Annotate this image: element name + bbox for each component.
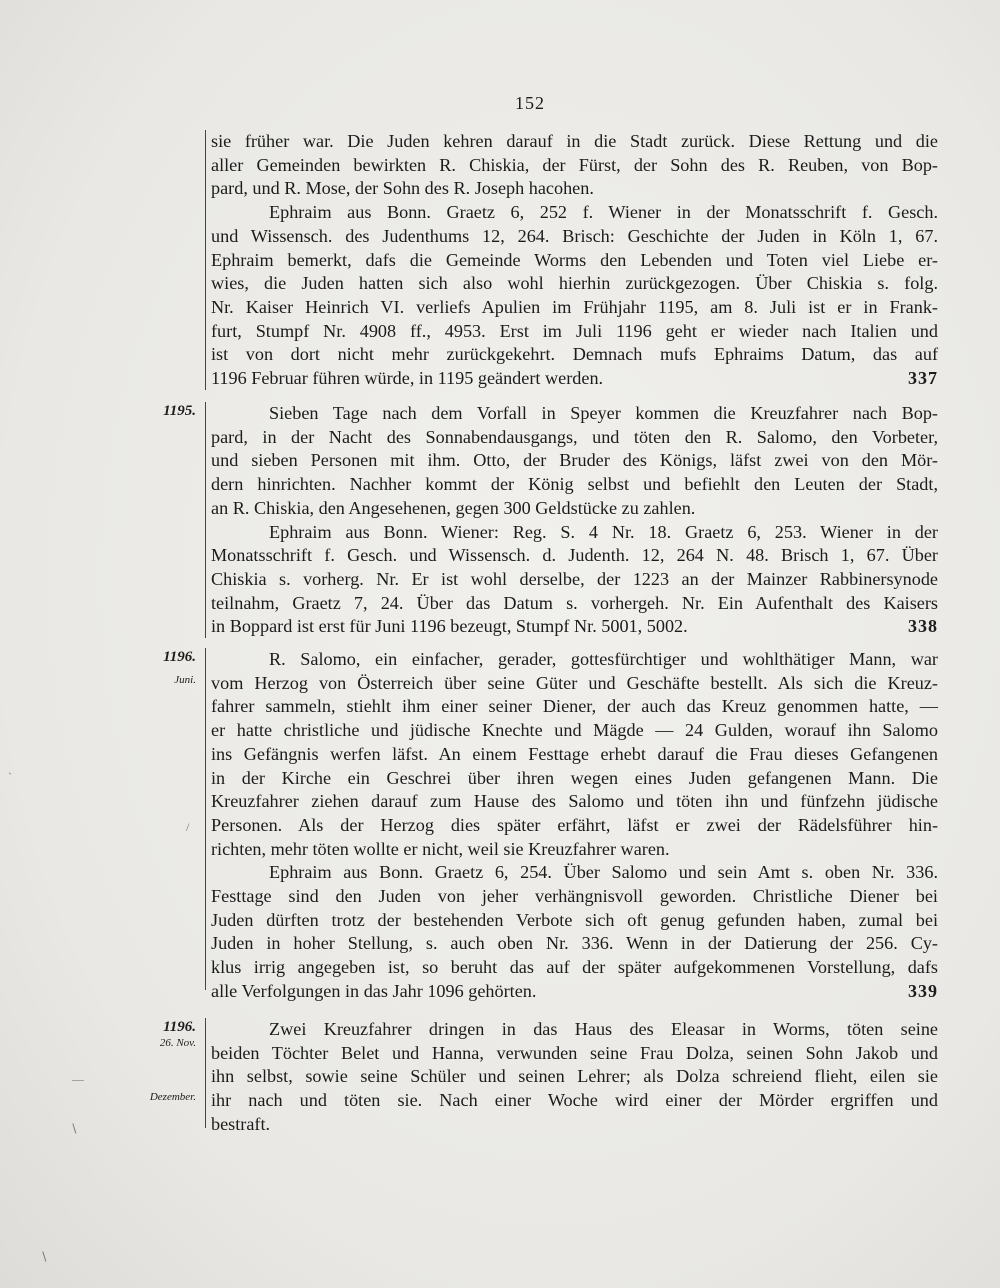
line: Festtage sind den Juden von jeher verhängnisvoll geworden. Christliche Diener bei [211, 886, 938, 907]
entry-number: 338 [908, 616, 938, 637]
line: ihn selbst, sowie seine Schüler und seinen Lehrer; als Dolza schreiend flieht, eilen sie [211, 1066, 938, 1087]
line: ihr nach und töten sie. Nach einer Woche wird einer der Mörder ergriffen und [211, 1090, 938, 1111]
line: pard, in der Nacht des Sonnabendausgangs, und töten den R. Salomo, den Vorbeter, [211, 426, 938, 447]
margin-date: 1196. [163, 649, 196, 665]
line [211, 367, 938, 391]
line [211, 980, 938, 1004]
line: Chiskia s. vorherg. Nr. Er ist wohl derselbe, der 1223 an der Mainzer Rabbinersynode [211, 568, 938, 589]
line: beiden Töchter Belet und Hanna, verwunden seine Frau Dolza, seinen Sohn Jakob und [211, 1042, 938, 1063]
line: vom Herzog von Österreich über seine Güter und Geschäfte bestellt. Als sich die Kreuz- [211, 672, 938, 693]
margin-month: Juni. [174, 674, 196, 686]
line: an R. Chiskia, den Angesehenen, gegen 300 Geldstücke zu zahlen. [211, 497, 696, 518]
line: ins Gefängnis werfen läfst. An einem Festtage erhebt darauf die Frau dieses Gefangenen [211, 743, 938, 764]
line: Zwei Kreuzfahrer dringen in das Haus des Eleasar in Worms, töten seine [269, 1019, 938, 1039]
entry-number: 339 [908, 980, 938, 1001]
margin-rule [205, 130, 206, 390]
line: Sieben Tage nach dem Vorfall in Speyer kommen die Kreuzfahrer nach Bop- [269, 403, 938, 423]
line: Ephraim aus Bonn. Graetz 6, 252 f. Wiener in der Monatsschrift f. Gesch. [269, 202, 938, 223]
margin-date: 1196. [163, 1019, 196, 1035]
line: Monatsschrift f. Gesch. und Wissensch. d. Judenth. 12, 264 N. 48. Brisch 1, 67. Über [211, 545, 938, 566]
line: fahrer sammeln, stiehlt ihm einer seiner Diener, der auch das Kreuz genommen hatte, — [211, 696, 938, 717]
entry-next [211, 1018, 938, 1137]
line: Nr. Kaiser Heinrich VI. verliefs Apulien im Frühjahr 1195, am 8. Juli ist er in Frank- [211, 296, 938, 317]
line: richten, mehr töten wollte er nicht, weil sie Kreuzfahrer waren. [211, 838, 670, 859]
entry-339 [211, 648, 938, 1004]
line: und Wissensch. des Judenthums 12, 264. Brisch: Geschichte der Juden in Köln 1, 67. [211, 225, 938, 246]
line: pard, und R. Mose, der Sohn des R. Joseph hacohen. [211, 178, 594, 199]
line: in der Kirche ein Geschrei über ihren wegen eines Juden gefangenen Mann. Die [211, 767, 938, 788]
line: bestraft. [211, 1113, 271, 1134]
line: Kreuzfahrer ziehen darauf zum Hause des Salomo und töten ihn und fünfzehn jüdische [211, 791, 938, 812]
line: aller Gemeinden bewirkten R. Chiskia, der Fürst, der Sohn des R. Reuben, von Bop- [211, 154, 938, 175]
line: Ephraim bemerkt, dafs die Gemeinde Worms den Lebenden und Toten viel Liebe er- [211, 249, 938, 270]
line: er hatte christliche und jüdische Knechte und Mägde — 24 Gulden, worauf ihn Salomo [211, 720, 938, 741]
margin-month: Dezember. [149, 1091, 196, 1103]
margin-day: 26. Nov. [159, 1037, 196, 1049]
line [211, 615, 938, 639]
margin-date: 1195. [163, 403, 196, 419]
scan-speck: / [186, 820, 190, 834]
line: teilnahm, Graetz 7, 24. Über das Datum s. vorhergeh. Nr. Ein Aufenthalt des Kaisers [211, 592, 938, 613]
line: Juden dürften trotz der bestehenden Verbote sich oft genug gefunden haben, zumal bei [211, 909, 938, 930]
line-text: in Boppard ist erst für Juni 1196 bezeugt, Stumpf Nr. 5001, 5002. [211, 616, 688, 637]
line: und sieben Personen mit ihm. Otto, der Bruder des Königs, läfst zwei von den Mör- [211, 450, 938, 471]
scan-speck: ∖ [70, 1122, 78, 1136]
entry-number: 337 [908, 368, 938, 389]
line: R. Salomo, ein einfacher, gerader, gottesfürchtiger und wohlthätiger Mann, war [269, 649, 938, 669]
scan-speck: — [72, 1072, 84, 1086]
line: wies, die Juden hatten sich also wohl hierhin zurückgezogen. Über Chiskia s. folg. [211, 273, 938, 294]
line: klus irrig angegeben ist, so beruht das auf der später aufgekommenen Vorstellung, dafs [211, 957, 938, 978]
margin-rule [205, 402, 206, 638]
line: sie früher war. Die Juden kehren darauf in die Stadt zurück. Diese Rettung und die [211, 131, 938, 151]
line: dern hinrichten. Nachher kommt der König selbst und befiehlt den Leuten der Stadt, [211, 474, 938, 495]
margin-rule [205, 648, 206, 990]
line: Personen. Als der Herzog dies später erfährt, läfst er zwei der Rädelsführer hin- [211, 814, 938, 835]
margin-rule [205, 1018, 206, 1128]
line: furt, Stumpf Nr. 4908 ff., 4953. Erst im Juli 1196 geht er wieder nach Italien und [211, 320, 938, 341]
entry-338 [211, 402, 938, 639]
scan-speck: ` [8, 770, 12, 784]
line-text: 1196 Februar führen würde, in 1195 geändert werden. [211, 368, 604, 389]
line-text: alle Verfolgungen in das Jahr 1096 gehörten. [211, 980, 537, 1001]
line: ist von dort nicht mehr zurückgekehrt. Demnach mufs Ephraims Datum, das auf [211, 344, 938, 365]
line: Juden in hoher Stellung, s. auch oben Nr. 336. Wenn in der Datierung der 256. Cy- [211, 933, 938, 954]
line: Ephraim aus Bonn. Wiener: Reg. S. 4 Nr. 18. Graetz 6, 253. Wiener in der [269, 521, 938, 542]
scan-speck: ∖ [40, 1250, 48, 1264]
page-number: 152 [515, 93, 545, 113]
entry-337 [211, 130, 938, 391]
line: Ephraim aus Bonn. Graetz 6, 254. Über Salomo und sein Amt s. oben Nr. 336. [269, 862, 938, 883]
